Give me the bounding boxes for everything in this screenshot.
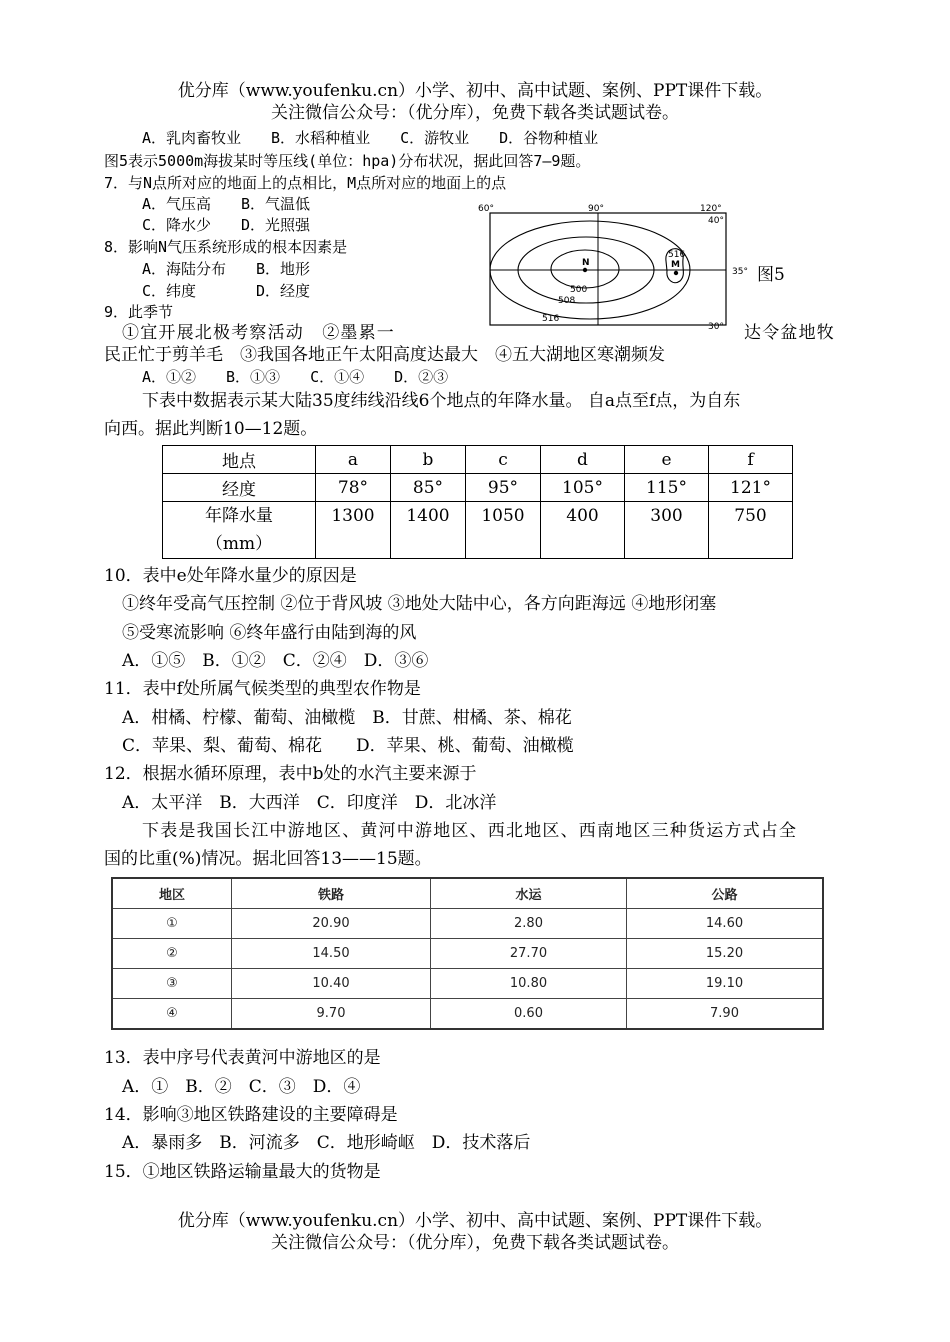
table-row <box>163 446 793 474</box>
q9-options: A．①② B．①③ C．①④ D．②③ <box>142 368 449 386</box>
table-cell: 15.20 <box>627 939 824 969</box>
table-row-label: 经度 <box>163 474 316 502</box>
table-cell: 10.40 <box>232 969 431 999</box>
q6-options: A．乳肉畜牧业 B．水稻种植业 C．游牧业 D．谷物种植业 <box>142 129 599 147</box>
fig5-intro: 图5表示5000m海拔某时等压线(单位：hpa)分布状况，据此回答7—9题。 <box>104 152 591 170</box>
table-cell: ① <box>112 909 232 939</box>
label-30: 30° <box>708 322 724 332</box>
label-35: 35° <box>732 267 748 277</box>
q14-stem: 14．影响③地区铁路建设的主要障碍是 <box>104 1105 398 1125</box>
q13-options: A．① B．② C．③ D．④ <box>122 1077 361 1097</box>
q10-line-2: ⑤受寒流影响 ⑥终年盛行由陆到海的风 <box>122 623 417 643</box>
table-cell: ② <box>112 939 232 969</box>
table-row <box>112 969 823 999</box>
table-cell: 20.90 <box>232 909 431 939</box>
q11-line-2: C．苹果、梨、葡萄、棉花 D．苹果、桃、葡萄、油橄榄 <box>122 736 574 756</box>
table-row-label <box>163 502 316 559</box>
table-header-cell: 地点 <box>163 446 316 474</box>
label-isobar-508: 508 <box>558 296 576 306</box>
table-header-cell: f <box>709 446 793 474</box>
label-90: 90° <box>588 204 604 214</box>
table-cell: 95° <box>466 474 541 502</box>
q10-line-1: ①终年受高气压控制 ②位于背风坡 ③地处大陆中心，各方向距海远 ④地形闭塞 <box>122 594 717 614</box>
rain-label-line-2: （mm） <box>205 534 273 554</box>
q9-line-1a: ①宜开展北极考察活动 ②墨累一 <box>122 323 395 343</box>
table-header-cell: d <box>541 446 625 474</box>
q9-line-1b: 达令盆地牧 <box>744 323 835 343</box>
table-row <box>112 909 823 939</box>
q7-options-cd: C．降水少 D．光照强 <box>142 216 311 234</box>
table-cell: 14.50 <box>232 939 431 969</box>
table-cell: ③ <box>112 969 232 999</box>
point-n-dot <box>583 268 587 272</box>
table-row <box>112 878 823 909</box>
header-line-2: 关注微信公众号：（优分库），免费下载各类试题试卷。 <box>271 103 679 123</box>
table-row <box>112 939 823 969</box>
table-header-cell: c <box>466 446 541 474</box>
table1-intro-line-2: 向西。据此判断10—12题。 <box>104 419 318 439</box>
table-cell: 105° <box>541 474 625 502</box>
table-cell: 85° <box>391 474 466 502</box>
table-header-cell: 公路 <box>627 878 824 909</box>
label-isobar-516-right: 516 <box>668 250 686 260</box>
q8-options-ab: A．海陆分布 B．地形 <box>142 260 311 278</box>
label-120: 120° <box>700 204 722 214</box>
table-header-cell: 水运 <box>431 878 627 909</box>
freight-share-table <box>111 877 824 1030</box>
table-cell: 10.80 <box>431 969 627 999</box>
table-cell: 27.70 <box>431 939 627 969</box>
table-cell: 19.10 <box>627 969 824 999</box>
q9-line-2: 民正忙于剪羊毛 ③我国各地正午太阳高度达最大 ④五大湖地区寒潮频发 <box>104 345 665 365</box>
q9-stem: 9．此季节 <box>104 303 174 321</box>
table-header-cell: 地区 <box>112 878 232 909</box>
q11-line-1: A．柑橘、柠檬、葡萄、油橄榄 B．甘蔗、柑橘、茶、棉花 <box>122 708 572 728</box>
table-row <box>163 502 793 559</box>
table-cell: 2.80 <box>431 909 627 939</box>
q11-stem: 11．表中f处所属气候类型的典型农作物是 <box>104 679 421 699</box>
rain-label-line-1: 年降水量 <box>205 506 273 526</box>
table-cell: 7.90 <box>627 999 824 1030</box>
q14-options: A．暴雨多 B．河流多 C．地形崎岖 D．技术落后 <box>122 1133 531 1153</box>
table-cell: 115° <box>625 474 709 502</box>
q10-options: A．①⑤ B．①② C．②④ D．③⑥ <box>122 651 429 671</box>
table1-intro-line-1: 下表中数据表示某大陆35度纬线沿线6个地点的年降水量。 自a点至f点，为自东 <box>142 391 741 411</box>
table-cell: 400 <box>541 502 625 559</box>
q7-options-ab: A．气压高 B．气温低 <box>142 195 311 213</box>
label-isobar-516-left: 516 <box>542 314 560 324</box>
precipitation-table <box>162 445 793 559</box>
figure-5-label: 图5 <box>757 265 785 285</box>
table-cell: 750 <box>709 502 793 559</box>
header-line-1: 优分库（www.youfenku.cn）小学、初中、高中试题、案例、PPT课件下载。 <box>177 81 773 101</box>
table-cell: 78° <box>316 474 391 502</box>
q15-stem: 15．①地区铁路运输量最大的货物是 <box>104 1162 381 1182</box>
label-40: 40° <box>708 216 724 226</box>
map-frame <box>490 213 726 325</box>
label-60: 60° <box>478 204 494 214</box>
footer-line-2: 关注微信公众号：（优分库），免费下载各类试题试卷。 <box>271 1233 679 1253</box>
table-header-cell: b <box>391 446 466 474</box>
footer-line-1: 优分库（www.youfenku.cn）小学、初中、高中试题、案例、PPT课件下载。 <box>177 1211 773 1231</box>
table-header-cell: e <box>625 446 709 474</box>
table-header-cell: 铁路 <box>232 878 431 909</box>
q12-stem: 12．根据水循环原理，表中b处的水汽主要来源于 <box>104 764 477 784</box>
label-point-m: M <box>671 260 680 270</box>
table-cell: 300 <box>625 502 709 559</box>
q7-stem: 7．与N点所对应的地面上的点相比，M点所对应的地面上的点 <box>104 174 507 192</box>
table-cell: 14.60 <box>627 909 824 939</box>
q8-options-cd: C．纬度 D．经度 <box>142 282 311 300</box>
q12-options: A．太平洋 B．大西洋 C．印度洋 D．北冰洋 <box>122 793 497 813</box>
table2-intro-line-2: 国的比重(%)情况。据北回答13——15题。 <box>104 849 432 869</box>
label-isobar-500: 500 <box>570 285 588 295</box>
table-cell: ④ <box>112 999 232 1030</box>
figure-5-isobar-map <box>478 201 748 333</box>
table-cell: 9.70 <box>232 999 431 1030</box>
table-cell: 1300 <box>316 502 391 559</box>
q8-stem: 8．影响N气压系统形成的根本因素是 <box>104 238 348 256</box>
table-cell: 0.60 <box>431 999 627 1030</box>
table2-intro-line-1: 下表是我国长江中游地区、黄河中游地区、西北地区、西南地区三种货运方式占全 <box>142 821 798 841</box>
q13-stem: 13．表中序号代表黄河中游地区的是 <box>104 1048 381 1068</box>
table-header-cell: a <box>316 446 391 474</box>
label-point-n: N <box>582 258 590 268</box>
table-cell: 1050 <box>466 502 541 559</box>
q10-stem: 10．表中e处年降水量少的原因是 <box>104 566 357 586</box>
table-row <box>112 999 823 1030</box>
table-row <box>163 474 793 502</box>
table-cell: 121° <box>709 474 793 502</box>
point-m-dot <box>674 271 678 275</box>
table-cell: 1400 <box>391 502 466 559</box>
